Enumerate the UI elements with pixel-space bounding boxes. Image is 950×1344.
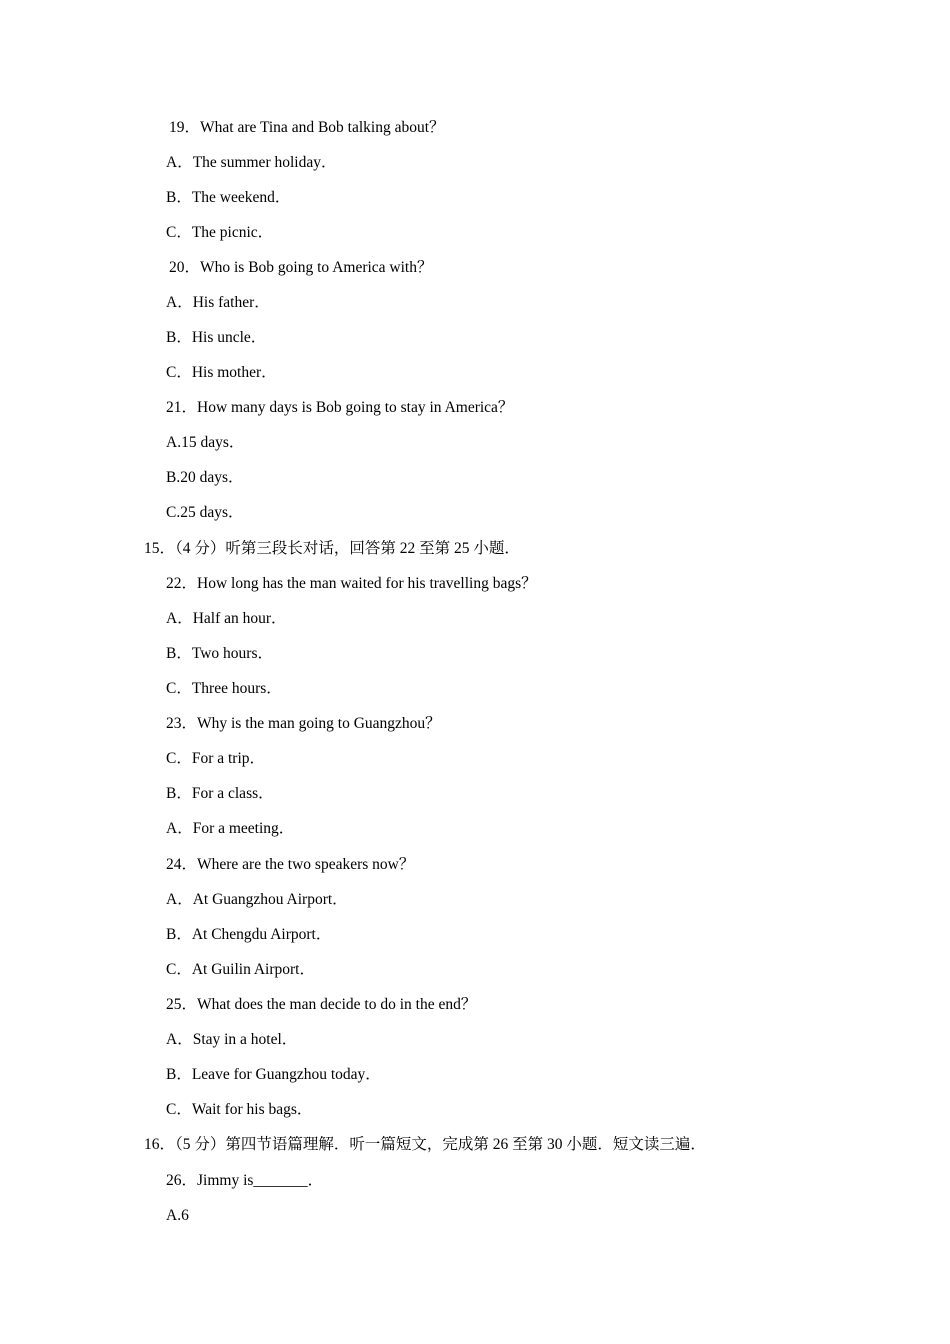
section-15-heading: 15．（4 分）听第三段长对话，回答第 22 至第 25 小题．: [144, 540, 520, 557]
option-26-a: A.6: [166, 1207, 189, 1224]
option-25-b: B．Leave for Guangzhou today．: [166, 1066, 381, 1083]
option-19-a: A．The summer holiday．: [166, 154, 337, 171]
option-22-b: B．Two hours．: [166, 645, 273, 662]
option-19-c: C．The picnic．: [166, 224, 274, 241]
section-16-heading: 16．（5 分）第四节语篇理解．听一篇短文，完成第 26 至第 30 小题．短文读三遍．: [144, 1136, 706, 1153]
option-24-a: A．At Guangzhou Airport．: [166, 891, 348, 908]
question-22: 22．How long has the man waited for his travelling bags？: [166, 575, 537, 592]
option-20-c: C．His mother．: [166, 364, 277, 381]
option-21-c: C.25 days．: [166, 504, 244, 521]
option-25-c: C．Wait for his bags．: [166, 1101, 313, 1118]
question-25: 25．What does the man decide to do in the end？: [166, 996, 477, 1013]
option-24-c: C．At Guilin Airport．: [166, 961, 315, 978]
option-25-a: A．Stay in a hotel．: [166, 1031, 298, 1048]
option-24-b: B．At Chengdu Airport．: [166, 926, 332, 943]
question-21: 21．How many days is Bob going to stay in America？: [166, 399, 514, 416]
option-20-a: A．His father．: [166, 294, 270, 311]
question-24: 24．Where are the two speakers now？: [166, 856, 415, 873]
option-21-b: B.20 days．: [166, 469, 244, 486]
question-20: 20．Who is Bob going to America with？: [169, 259, 433, 276]
option-20-b: B．His uncle．: [166, 329, 267, 346]
option-23-b: B．For a class．: [166, 785, 274, 802]
question-26: 26．Jimmy is_______．: [166, 1172, 324, 1189]
option-23-c: C．For a trip．: [166, 750, 266, 767]
option-21-a: A.15 days．: [166, 434, 245, 451]
option-22-c: C．Three hours．: [166, 680, 282, 697]
option-23-a: A．For a meeting．: [166, 820, 295, 837]
question-19: 19．What are Tina and Bob talking about？: [169, 119, 445, 136]
option-19-b: B．The weekend．: [166, 189, 291, 206]
option-22-a: A．Half an hour．: [166, 610, 287, 627]
question-23: 23．Why is the man going to Guangzhou？: [166, 715, 441, 732]
